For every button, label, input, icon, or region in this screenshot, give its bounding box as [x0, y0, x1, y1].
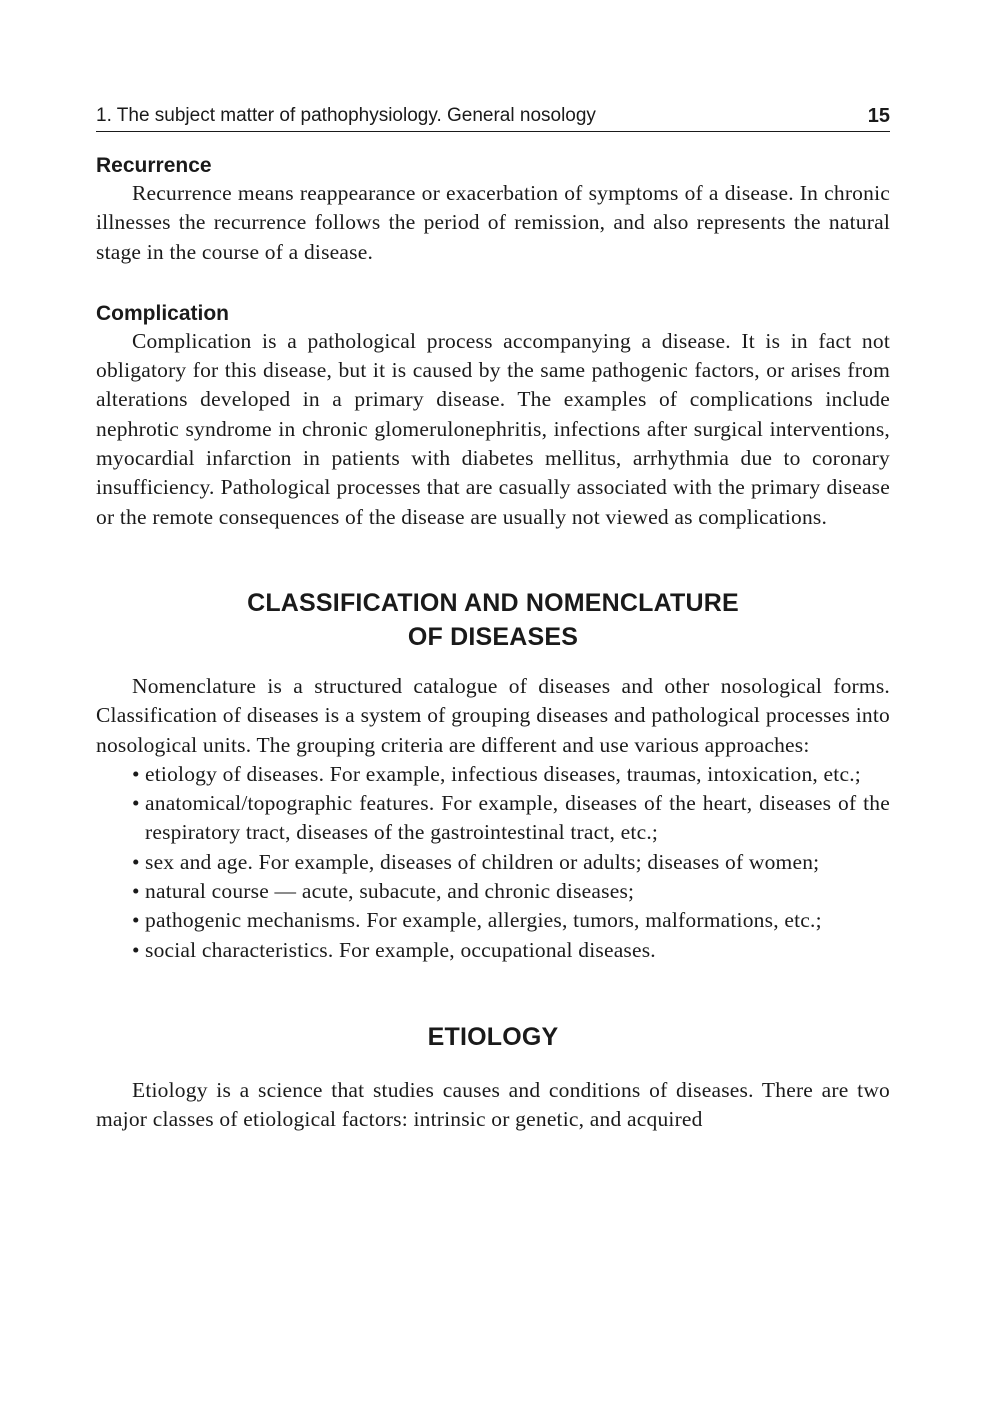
classification-title [96, 586, 890, 654]
list-item-anatomical: • anatomical/topographic features. For example, diseases of the heart, diseases of the respiratory tract, diseases of the gastrointestinal tract, etc.; [118, 789, 890, 848]
running-header [96, 104, 890, 132]
classification-title-line1: CLASSIFICATION AND NOMENCLATURE [247, 588, 739, 617]
list-item-social: • social characteristics. For example, occupational diseases. [118, 936, 890, 965]
list-item-pathogenic: • pathogenic mechanisms. For example, allergies, tumors, malformations, etc.; [118, 906, 890, 935]
running-title: 1. The subject matter of pathophysiology. General nosology [96, 105, 596, 126]
recurrence-paragraph: Recurrence means reappearance or exacerbation of symptoms of a disease. In chronic illnesses the recurrence follows the period of remission, and also represents the natural stage in the course of a disease. [96, 181, 890, 264]
book-page [96, 104, 890, 1135]
classification-criteria-list [96, 760, 890, 965]
list-item-sex-age: • sex and age. For example, diseases of children or adults; diseases of women; [118, 848, 890, 877]
etiology-title: ETIOLOGY [427, 1022, 559, 1051]
classification-title-line2: OF DISEASES [407, 622, 579, 651]
classification-intro: Nomenclature is a structured catalogue of diseases and other nosological forms. Classification of diseases is a system of grouping diseases and pathological processes into nosological units. The grouping criteria are different and use various approaches: [96, 673, 890, 757]
list-item-natural-course: • natural course — acute, subacute, and chronic diseases; [118, 877, 890, 906]
list-item-etiology: • etiology of diseases. For example, infectious diseases, traumas, intoxication, etc.; [118, 760, 890, 789]
etiology-paragraph: Etiology is a science that studies causes and conditions of diseases. There are two major classes of etiological factors: intrinsic or genetic, and acquired [96, 1077, 890, 1132]
complication-heading: Complication [96, 301, 230, 325]
recurrence-heading: Recurrence [96, 154, 212, 177]
page-number: 15 [867, 105, 890, 127]
complication-paragraph: Complication is a pathological process accompanying a disease. It is in fact not obligatory for this disease, but it is caused by the same pathogenic factors, or arises from alterations developed in a primary disease. The examples of complications include nephrotic syndrome in chronic glomerulonephritis, infections after surgical interventions, myocardial infarction in patients with diabetes mellitus, arrhythmia due to coronary insufficiency. Pathological processes that are casually associated with the primary disease or the remote consequences of the disease are usually not viewed as complications. [96, 328, 890, 529]
